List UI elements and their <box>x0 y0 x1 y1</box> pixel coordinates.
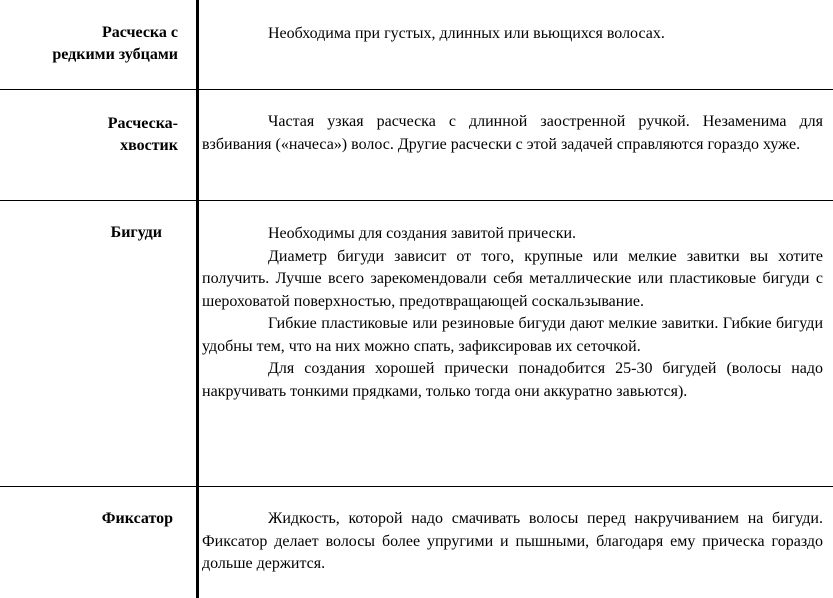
term-line: Фиксатор <box>101 510 173 527</box>
table-row <box>0 487 833 598</box>
description-paragraph: Частая узкая расческа с длинной заостренной ручкой. Незаменима для взбивания («начеса») волос. Другие расчески с этой задачей справляются гораздо хуже. <box>202 113 823 153</box>
term-line: редкими зубцами <box>52 46 178 63</box>
column-divider <box>196 0 199 598</box>
term-line: Расческа с <box>101 24 178 41</box>
table-row <box>0 90 833 200</box>
description-cell <box>202 508 823 576</box>
description-paragraph: Диаметр бигуди зависит от того, крупные или мелкие завитки вы хотите получить. Лучше всего зарекомендовали себя металлические или пластиковые бигуди с шероховатой поверхностью, предотвращающей соскальзывание. <box>202 247 823 310</box>
term-line: Расческа- <box>107 115 178 132</box>
description-paragraph: Для создания хорошей прически понадобится 25-30 бигудей (волосы надо накручивать тонкими прядками, только тогда они аккуратно завьются). <box>202 360 823 400</box>
description-paragraph: Необходимы для создания завитой прически. <box>268 225 577 242</box>
term-cell <box>0 22 178 66</box>
description-cell <box>202 223 823 403</box>
term-cell <box>0 113 178 157</box>
description-paragraph: Жидкость, которой надо смачивать волосы перед накручиванием на бигуди. Фиксатор делает волосы более упругими и пышными, благодаря ему прическа гораздо дольше держится. <box>202 510 823 572</box>
description-cell <box>202 23 823 46</box>
term-line: Бигуди <box>110 224 162 241</box>
table-row <box>0 0 833 89</box>
term-cell <box>0 222 162 244</box>
term-line: хвостик <box>120 137 178 154</box>
description-paragraph: Необходима при густых, длинных или вьющихся волосах. <box>268 25 665 42</box>
description-paragraph: Гибкие пластиковые или резиновые бигуди дают мелкие завитки. Гибкие бигуди удобны тем, что на них можно спать, зафиксировав их сеточкой. <box>202 315 823 355</box>
description-cell <box>202 111 823 156</box>
term-cell <box>0 508 173 530</box>
table-row <box>0 201 833 486</box>
